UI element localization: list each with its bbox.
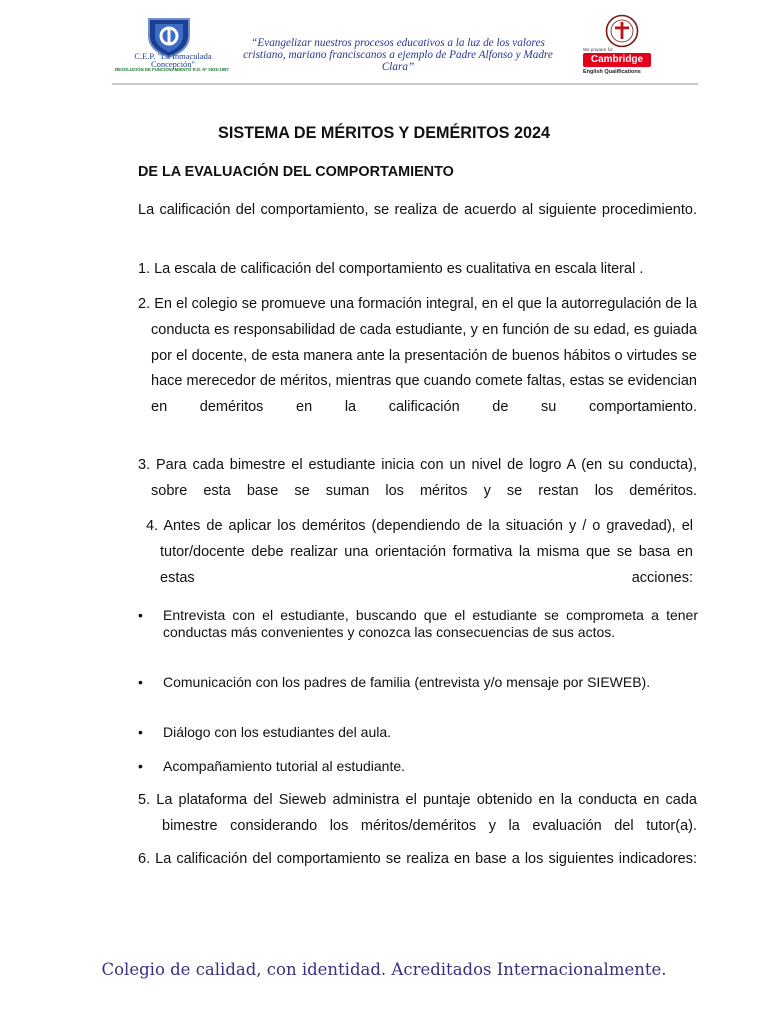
- footer-slogan: Colegio de calidad, con identidad. Acreditados Internacionalmente.: [101, 960, 667, 979]
- bullet-dot: •: [138, 607, 143, 623]
- item-6: 6. La calificación del comportamiento se realiza en base a los siguientes indicadores:: [138, 851, 697, 867]
- bullet-dot: •: [138, 758, 143, 774]
- letterhead-divider: [112, 83, 698, 85]
- bullet-dot: •: [138, 724, 143, 740]
- item-3: [138, 453, 697, 505]
- item-2: [138, 292, 697, 421]
- item-5-text: 5. La plataforma del Sieweb administra el puntaje obtenido en la conducta en cada bimestre considerando los méritos/deméritos y la evaluación del tutor(a).: [138, 792, 697, 834]
- section-heading: DE LA EVALUACIÓN DEL COMPORTAMIENTO: [138, 164, 454, 180]
- document-title: SISTEMA DE MÉRITOS Y DEMÉRITOS 2024: [218, 124, 550, 142]
- bullet-text: Acompañamiento tutorial al estudiante.: [163, 758, 406, 774]
- item-1: 1. La escala de calificación del comportamiento es cualitativa en escala literal .: [138, 261, 644, 277]
- school-name: C.E.P. "La Inmaculada Concepción": [134, 51, 212, 69]
- cambridge-prep-text: We prepare for: [583, 47, 613, 52]
- item-2-text: 2. En el colegio se promueve una formación integral, en el que la autorregulación de la conducta es responsabilidad de cada estudiante, y en función de su edad, es guiada por el docente, de esta manera ante la presentación de buenos hábitos o virtudes se hace merecedor de méritos, mientras que cuando comete faltas, estas se evidencian en deméritos en la calificación de su comportamiento.: [138, 296, 697, 416]
- cambridge-subtitle: English Qualifications: [583, 69, 641, 75]
- school-resolution: RESOLUCIÓN DE FUNCIONAMIENTO R.D. N° 0025-1987: [115, 67, 229, 72]
- school-motto: “Evangelizar nuestros procesos educativos a la luz de los valores cristiano, mariano franciscanos a ejemplo de Padre Alfonso y Madre Clara”: [243, 37, 553, 73]
- item-4: [146, 514, 693, 591]
- item-4-text: 4. Antes de aplicar los deméritos (dependiendo de la situación y / o gravedad), el tutor/docente debe realizar una orientación formativa la misma que se basa en estas acciones:: [146, 518, 693, 586]
- bullet-text: Diálogo con los estudiantes del aula.: [163, 724, 392, 740]
- bullet-dot: •: [138, 674, 143, 690]
- item-3-text: 3. Para cada bimestre el estudiante inicia con un nivel de logro A (en su conducta), sobre esta base se suman los méritos y se restan los deméritos.: [138, 457, 697, 499]
- intro-paragraph: La calificación del comportamiento, se realiza de acuerdo al siguiente procedimiento.: [138, 202, 697, 218]
- bullet-text: Entrevista con el estudiante, buscando que el estudiante se comprometa a tener conductas más convenientes y conozca las consecuencias de sus actos.: [163, 607, 698, 640]
- cambridge-label: Cambridge: [590, 54, 644, 65]
- bullet-text: Comunicación con los padres de familia (entrevista y/o mensaje por SIEWEB).: [163, 674, 651, 690]
- item-5: [138, 788, 697, 840]
- school-seal-logo: [598, 14, 646, 48]
